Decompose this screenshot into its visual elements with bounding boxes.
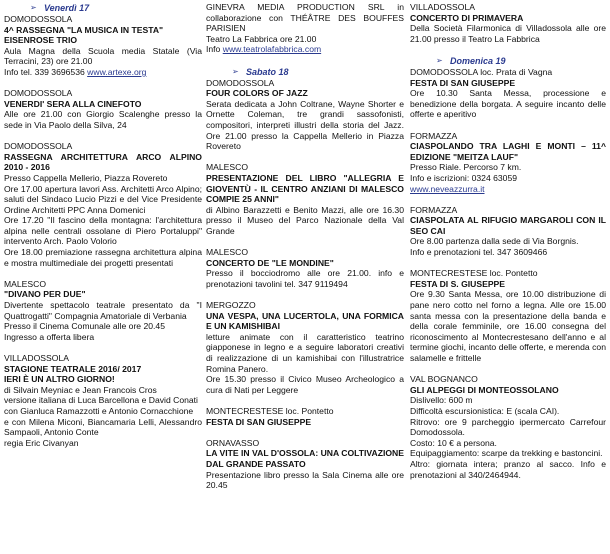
event-title: FOUR COLORS OF JAZZ — [206, 88, 308, 99]
day-label: Domenica 19 — [450, 55, 506, 66]
day-label: Venerdì 17 — [44, 3, 90, 13]
arrow-bullet-icon: ➢ — [232, 66, 239, 76]
event-text: Presso il Cinema Comunale alle ore 20.45 — [4, 321, 165, 332]
website-link[interactable]: www.teatrolafabbrica.com — [222, 44, 322, 55]
event-title: FESTA DI SAN GIUSEPPE — [206, 416, 312, 427]
event-location: FORMAZZA — [410, 130, 458, 141]
event-title: LA VITE IN VAL D'OSSOLA: UNA COLTIVAZIONE DAL GRANDE PASSATO — [206, 448, 404, 469]
event-info — [410, 184, 606, 195]
event-text: Costo: 10 € a persona. — [410, 437, 497, 448]
event — [4, 353, 202, 448]
website-link[interactable]: www.neveazzurra.it — [410, 183, 485, 194]
event — [206, 438, 404, 491]
column-3 — [410, 2, 606, 491]
day-label: Sabato 18 — [246, 66, 289, 77]
event-text: Ingresso a offerta libera — [4, 331, 95, 342]
event — [206, 78, 404, 152]
event-text: Teatro La Fabbrica ore 21.00 — [206, 33, 317, 44]
arrow-bullet-icon: ➢ — [30, 3, 37, 12]
event-title: FESTA DI S. GIUSEPPE — [410, 278, 506, 289]
event-location: DOMODOSSOLA — [4, 14, 73, 24]
event-text: Della Società Filarmonica di Villadossola alle ore 21.00 presso il Teatro La Fabbrica — [410, 23, 606, 44]
arrow-bullet-icon: ➢ — [436, 55, 443, 65]
event — [410, 205, 606, 258]
info-label: Info — [206, 44, 223, 55]
event-text: Ore 17.00 apertura lavori Ass. Architetti Arco Alpino; saluti del Sindaco Lucio Pizzi e del Vice Presidente Ordine Architetti PPC Anna Domenici — [4, 183, 202, 215]
column-2 — [206, 2, 404, 501]
event-info — [206, 44, 404, 55]
event-text: Ore 15.30 presso il Civico Museo Archeologico a cura di Nati per Leggere — [206, 374, 404, 395]
event-title: CIASPOLATA AL RIFUGIO MARGAROLI CON IL SEO CAI — [410, 215, 606, 236]
event — [410, 268, 606, 363]
event-title: CONCERTO DE "LE MONDINE" — [206, 257, 334, 268]
event-text: versione italiana di Luca Barcellona e David Conati — [4, 395, 198, 406]
event-text: Alle ore 21.00 con Giorgio Scalenghe presso la sede in Via Paolo della Silva, 24 — [4, 109, 202, 130]
day-heading — [206, 66, 404, 78]
event-title: 4^ RASSEGNA "LA MUSICA IN TESTA" — [4, 24, 164, 35]
event-location: FORMAZZA — [410, 204, 458, 215]
event-title: CIASPOLANDO TRA LAGHI E MONTI – 11^ EDIZIONE "MEITZA LAUF" — [410, 141, 606, 162]
event-text: Equipaggiamento: scarpe da trekking e bastoncini. — [410, 448, 603, 459]
event-text: Difficoltà escursionistica: E (scala CAI). — [410, 405, 560, 416]
event-location: MONTECRESTESE loc. Pontetto — [206, 405, 334, 416]
event-location: VILLADOSSOLA — [410, 2, 475, 12]
event — [206, 247, 404, 289]
event-location: DOMODOSSOLA — [4, 88, 73, 99]
event — [206, 162, 404, 236]
event — [4, 88, 202, 130]
event-title: EISENROSE TRIO — [4, 35, 78, 46]
event-text: Divertente spettacolo teatrale presentato da "I Quattrogatti" Compagnia Amatoriale di Verbania — [4, 300, 202, 321]
event-location: ORNAVASSO — [206, 437, 260, 448]
event-title: IERI È UN ALTRO GIORNO! — [4, 374, 115, 385]
event-location: MERGOZZO — [206, 300, 256, 311]
event — [206, 406, 404, 427]
event-text: regia Eric Civanyan — [4, 437, 79, 448]
event-text: Presso Riale. Percorso 7 km. — [410, 162, 522, 173]
event-text: Presso Cappella Mellerio, Piazza Rovereto — [4, 172, 168, 183]
event-text: Serata dedicata a John Coltrane, Wayne Shorter e Ornette Coleman, tre grandi sassofonisti, compositori, interpreti illustri della storia del Jazz. Ore 21.00 presso la Cappella Mellerio in Piazza Rovereto — [206, 98, 404, 152]
event-title: VENERDI' SERA ALLA CINEFOTO — [4, 98, 142, 109]
event-text: Aula Magna della Scuola media Statale (Via Terracini, 23) ore 21.00 — [4, 45, 202, 67]
event-text: Presso il bocciodromo alle ore 21.00. info e prenotazioni tavolini tel. 347 9119494 — [206, 268, 404, 289]
event-title: FESTA DI SAN GIUSEPPE — [410, 77, 516, 88]
event-location: DOMODOSSOLA — [4, 141, 73, 152]
event-text: di Silvain Meyniac e Jean Francois Cros — [4, 384, 157, 395]
event — [4, 141, 202, 268]
event-location: DOMODOSSOLA loc. Prata di Vagna — [410, 66, 553, 77]
event-location: MALESCO — [206, 247, 249, 258]
day-heading — [4, 2, 202, 14]
event — [410, 2, 606, 44]
event-text: e con Milena Miconi, Biancamaria Lelli, Alessandro Sampaoli, Antonio Conte — [4, 416, 202, 438]
event-text: con Gianluca Ramazzotti e Antonio Cornacchione — [4, 405, 194, 416]
event-text: GINEVRA MEDIA PRODUCTION SRL in collaborazione con THÉÂTRE DES BOUFFES PARISIEN — [206, 2, 404, 34]
event-text: Altro: giornata intera; pranzo al sacco. Info e prenotazioni al 340/2464944. — [410, 458, 606, 480]
event — [410, 131, 606, 195]
event-text: Ore 9.30 Santa Messa, ore 10.00 distribuzione di pane nero cotto nel forno a legna. Alle ore 15.00 santa messa con la presentazione della banda e della corale femminile, ore 16.00 consegna del riconoscimento al Montecrestesano dell'anno e al termine giochi, incanto delle offerte, e merenda con salamelle e frittelle — [410, 289, 606, 363]
event — [206, 300, 404, 395]
event-title: STAGIONE TEATRALE 2016/ 2017 — [4, 363, 142, 374]
event-title: PRESENTAZIONE DEL LIBRO "ALLEGRIA E GIOVENTÙ - IL CENTRO ANZIANI DI MALESCO COMPIE 25 ANNI" — [206, 172, 404, 205]
event-text: Ritrovo: ore 9 parcheggio ipermercato Carrefour Domodossola. — [410, 416, 606, 438]
event-location: MALESCO — [4, 278, 47, 289]
event-location: MONTECRESTESE loc. Pontetto — [410, 268, 538, 279]
event-text: Ore 17.20 "Il fascino della montagna: l'architettura alpina nelle centrali ossolane di Piero Portaluppi" intervento Arch. Paolo Volorio — [4, 215, 202, 247]
event-text: di Albino Barazzetti e Benito Mazzi, alle ore 16.30 presso il Museo del Parco Nazionale della Val Grande — [206, 204, 404, 236]
event — [410, 374, 606, 480]
event — [4, 279, 202, 343]
event-text: Info e prenotazioni tel. 347 3609466 — [410, 247, 548, 258]
event-location: VILLADOSSOLA — [4, 353, 69, 363]
event-text: Info e iscrizioni: 0324 63059 — [410, 172, 518, 183]
event-title: "DIVANO PER DUE" — [4, 289, 86, 300]
event — [4, 14, 202, 78]
event-title: GLI ALPEGGI DI MONTEOSSOLANO — [410, 384, 559, 395]
column-1 — [4, 2, 202, 459]
event-title: RASSEGNA ARCHITETTURA ARCO ALPINO 2010 - 2016 — [4, 151, 202, 173]
event-text: Ore 18.00 premiazione rassegna architettura alpina e mostra multimediale dei progetti presentati — [4, 247, 202, 268]
event-info — [4, 67, 202, 78]
event-location: VAL BOGNANCO — [410, 374, 478, 385]
event-text: letture animate con il caratteristico teatrino giapponese in legno e a seguire laboratori creativi di realizzazione di un kamishibai con l'illustratrice Romina Panero. — [206, 331, 404, 374]
event-location: MALESCO — [206, 162, 249, 173]
event-text: Ore 8.00 partenza dalla sede di Via Borgnis. — [410, 236, 579, 247]
event-title: CONCERTO DI PRIMAVERA — [410, 12, 524, 23]
event — [410, 67, 606, 120]
info-label: Info tel. 339 3696536 — [4, 66, 88, 77]
website-link[interactable]: www.artexe.org — [87, 66, 147, 77]
event-title: UNA VESPA, UNA LUCERTOLA, UNA FORMICA E UN KAMISHIBAI — [206, 310, 404, 332]
day-heading — [410, 55, 606, 67]
event-text: Dislivello: 600 m — [410, 395, 473, 406]
event-location: DOMODOSSOLA — [206, 77, 275, 88]
event-text: Ore 10.30 Santa Messa, processione e benedizione della borgata. A seguire incanto delle offerte e aperitivo — [410, 88, 606, 120]
event-text: Presentazione libro presso la Sala Cinema alle ore 20.45 — [206, 469, 404, 491]
event — [206, 2, 404, 55]
